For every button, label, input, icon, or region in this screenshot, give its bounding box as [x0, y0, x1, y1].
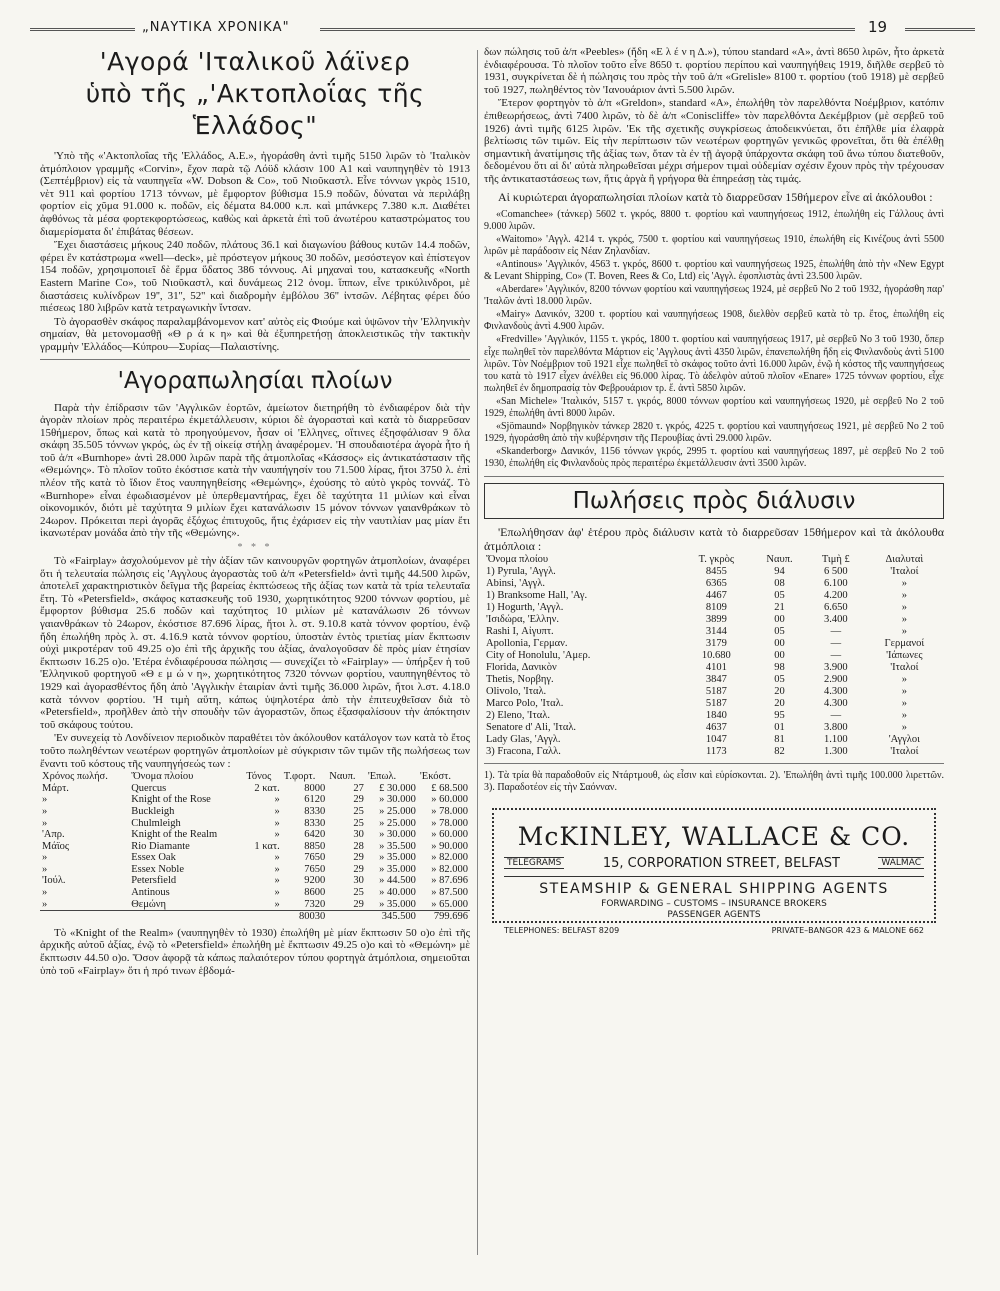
table-row: [484, 722, 944, 734]
table-cell: —: [830, 649, 842, 661]
table-cell: Lady Glas, 'Αγγλ.: [486, 733, 561, 745]
table-cell: »: [42, 805, 48, 817]
table-cell: —: [830, 637, 842, 649]
ad-address-row: [504, 856, 924, 871]
table-cell: 8330: [304, 805, 326, 817]
total-cell: 80030: [282, 911, 328, 923]
header-cell: Τ.φορτ.: [283, 771, 316, 783]
table-cell: 28: [353, 840, 364, 852]
table-cell: Quercus: [131, 782, 167, 794]
table-row: [40, 841, 470, 853]
table-cell: 'Ιταλοί: [890, 745, 919, 757]
table-cell: 'Ιούλ.: [42, 875, 66, 887]
table-cell: Apollonia, Γερμαν.: [486, 637, 568, 649]
table-cell: 2) Eleno, 'Ιταλ.: [486, 709, 550, 721]
header-cell: Χρόνος πωλήσ.: [42, 771, 108, 783]
table-cell: Essex Oak: [131, 852, 176, 864]
table-cell: 98: [774, 661, 785, 673]
table-cell: »: [42, 887, 48, 899]
table-cell: »: [42, 863, 48, 875]
table-cell: » 44.500: [379, 875, 416, 887]
table-cell: 05: [774, 589, 785, 601]
table-cell: 4.200: [824, 589, 848, 601]
table-cell: 29: [353, 852, 364, 864]
deal-item: «Skanderborg» Δανικόν, 1156 τόννων γκρός, 2995 τ. φορτίου καὶ ναυπηγήσεως 1897, μὲ σερβεῦ No 2 τοῦ 1930, ἐπωλήθη εἰς Φινλανδοὺς πρὸς περαιτέρω ἐκμετάλλευσιν ἀντὶ 3500 λιρῶν.: [484, 446, 944, 470]
table-cell: 7650: [304, 852, 326, 864]
table-cell: »: [901, 685, 907, 697]
table-cell: 94: [774, 565, 785, 577]
table-cell: 7320: [304, 898, 326, 910]
article-title-line1: 'Αγορά 'Ιταλικοῦ λάϊνερ: [99, 47, 411, 76]
table-cell: 4.300: [824, 685, 848, 697]
scrap-intro: 'Επωλήθησαν ἀφ' ἑτέρου πρὸς διάλυσιν κατὰ τὸ διαρρεῦσαν 15θήμερον καὶ τὰ ἀκόλουθα ἀτμόπλοια :: [484, 524, 944, 553]
table-cell: 00: [774, 613, 785, 625]
table-cell: 6420: [304, 829, 326, 841]
deal-item: «Fredville» 'Αγγλικόν, 1155 τ. γκρός, 1800 τ. φορτίου καὶ ναυπηγήσεως 1917, μὲ σερβεῦ No 3 τοῦ 1930, ὅπερ εἶχε πωληθεῖ τὸν παρελθόντα Μάρτιον εἰς 'Αγγλους ἀντὶ 4350 λιρῶν, ἐπανεπωλήθη ἤδη εἰς Φινλανδοὺς ἀντὶ 5100 λιρῶν. Τὸν Νοέμβριον τοῦ 1921 εἶχε πωληθεῖ τὸ σκάφος τοῦτο ἀντὶ 16.000 λιρῶν, ἐνῷ ἡ κόστος τῆς ναυπηγήσεως του κατὰ τὸ 1917 εἶχεν ἀνέλθει εἰς 96.000 λίρας. Τὸ ἀδελφὸν αὐτοῦ πλοῖον «Enare» 1725 τόννων φορτίου, εἶχε πωληθεῖ ἐν δημοπρασίᾳ τὸν Φεβρουάριον τρ. ἔ. ἀντὶ 5850 λιρῶν.: [484, 334, 944, 394]
continuation-paragraph-2: Ἕτερον φορτηγὸν τὸ ἀ/π «Greldon», standard «A», ἐπωλήθη τὸν παρελθόντα Νοέμβριον, κατόπιν ἐπιθεωρήσεως, ἀντὶ 7400 λιρῶν, τὸ δὲ ἀ/π «Coniscliffe» τὸν παρελθόντα Δεκέμβριον (μὲ σερβεῦ τοῦ 1926) ἀντὶ τιμῆς 6125 λιρῶν. 'Εκ τῆς σχετικῆς συγκρίσεως ἀποδεικνύεται, ὅτι ἐπῆλθε μία ἐλαφρὰ βελτίωσις τῶν τιμῶν. Εἰς τὴν περίπτωσιν τῶν νεωτέρων φορτηγῶν γενικῶς φρονεῖται, ὅτι θὰ ἐπέλθῃ σημαντικὴ ἀνατίμησις τῆς ἀξίας των, ὅταν τὰ ἐν τῇ ἀγορᾷ ὑπάρχοντα σκάφη τοῦ ἄνω τύπου διατεθοῦν, δεδομένου ὅτι αἱ δι' αὐτὰ πληρωθεῖσαι μέχρι σήμερον τιμαὶ οὐδεμίαν σχέσιν ἔχουν πρὸς τὴν τρέχουσαν τῆς ἀντικαταστάσεως των, ἥτις ἀργὰ ἢ γρήγορα θὰ ἐπηρεάσῃ τὰς τιμάς.: [484, 97, 944, 185]
table-cell: 30: [353, 875, 364, 887]
table-cell: 8109: [705, 601, 727, 613]
right-column: [484, 46, 944, 935]
table-cell: 29: [353, 898, 364, 910]
table-cell: 3847: [705, 673, 727, 685]
article2-paragraph-4: Τὸ «Knight of the Realm» (ναυπηγηθὲν τὸ 1930) ἐπωλήθη μὲ μίαν ἔκπτωσιν 50 ο)ο ἐπὶ τῆς ἀρχικῆς αὐτοῦ ἀξίας, ἐνῷ τὸ «Petersfield» ἐπωλήθη μὲ ἔκπτωσιν 49.25 ο)ο καὶ τὸ «Θεμώνη» μὲ ἔκπτωσιν 44.50 ο)ο. Ὅσον ἀφορᾷ τὰ κάπως παλαιότερον τύπου φορτηγὰ ἀτμόπλοια, σημειοῦται ὑπὸ τοῦ «Fairplay» ὅτι ἡ πρό τινων ἑβδομά-: [40, 926, 470, 977]
article1-paragraph-3: Τὸ ἀγορασθὲν σκάφος παραλαμβάνομενον κατ' αὐτὸς εἰς Φιούμε καὶ ὑψῶνον τὴν 'Ελληνικὴν σημαίαν, θὰ μετονομασθῇ «Θ ρ ά κ η» καὶ θὰ ἐξυπηρετήσῃ ἀποκλειστικῶς τὴν τακτικὴν γραμμὴν 'Ελλάδος—Κύπρου—Συρίας—Παλαιστίνης.: [40, 315, 470, 353]
table-cell: 95: [774, 709, 785, 721]
table-cell: » 90.000: [431, 840, 468, 852]
table-cell: 3144: [705, 625, 727, 637]
table-cell: » 30.000: [379, 829, 416, 841]
notes-rule: [484, 763, 944, 764]
table-cell: 8850: [304, 840, 326, 852]
deal-item: «Mairy» Δανικόν, 3200 τ. φορτίου καὶ ναυπηγήσεως 1908, διελθὸν σερβεῦ κατὰ τὸ τρ. ἔτος, ἐπωλήθη εἰς Φινλανδοὺς ἀντὶ 4.900 λιρῶν.: [484, 309, 944, 333]
table-cell: 'Ιάπωνες: [886, 649, 923, 661]
table-row: [40, 887, 470, 899]
table-cell: 05: [774, 673, 785, 685]
header-cell: Ὄνομα πλοίου: [486, 553, 549, 565]
column-divider: [477, 50, 478, 1255]
table-cell: »: [901, 709, 907, 721]
table-cell: 25: [353, 805, 364, 817]
table-cell: 1047: [705, 733, 727, 745]
table-cell: Rashi I, Αἰγυπτ.: [486, 625, 554, 637]
table-cell: 'Ιταλοί: [890, 661, 919, 673]
table-cell: 6 500: [824, 565, 848, 577]
table-cell: »: [274, 805, 280, 817]
table-cell: 1) Hogurth, 'Αγγλ.: [486, 601, 564, 613]
table-cell: 00: [774, 637, 785, 649]
table-cell: 1.100: [824, 733, 848, 745]
table-cell: 20: [774, 697, 785, 709]
table-cell: Θεμώνη: [131, 898, 166, 910]
table-cell: 9200: [304, 875, 326, 887]
table-row: [484, 662, 944, 674]
table-cell: Knight of the Rose: [131, 794, 211, 806]
scrap-table-header: [484, 554, 944, 566]
separator-stars: * * *: [237, 542, 273, 554]
table-cell: 81: [774, 733, 785, 745]
total-cell: [244, 911, 282, 923]
header-cell: Τ. γκρὸς: [698, 553, 735, 565]
sales-table-header: [40, 771, 470, 783]
table-row: [484, 590, 944, 602]
table-cell: 'Ιταλοί: [890, 565, 919, 577]
table-row: [40, 783, 470, 795]
total-cell: 345.500: [366, 911, 418, 923]
table-row: [484, 626, 944, 638]
table-cell: 2.900: [824, 673, 848, 685]
header-cell: 'Επωλ.: [367, 771, 397, 783]
table-cell: » 78.000: [431, 805, 468, 817]
table-cell: 7650: [304, 863, 326, 875]
table-row: [484, 698, 944, 710]
table-row: [40, 829, 470, 841]
table-row: [484, 686, 944, 698]
table-cell: » 82.000: [431, 852, 468, 864]
left-column: [40, 46, 470, 978]
deal-item: «Comanchee» (τάνκερ) 5602 τ. γκρός, 8800 τ. φορτίου καὶ ναυπηγήσεως 1912, ἐπωλήθη εἰς Γάλλους ἀντὶ 9.000 λιρῶν.: [484, 208, 944, 232]
table-cell: » 25.000: [379, 817, 416, 829]
table-cell: —: [830, 709, 842, 721]
table-cell: 8455: [705, 565, 727, 577]
table-cell: 1.300: [824, 745, 848, 757]
table-cell: Rio Diamante: [131, 840, 190, 852]
table-cell: »: [274, 898, 280, 910]
sales-table: [40, 771, 470, 923]
advertisement: [492, 808, 936, 935]
continuation-paragraph-3: Αἱ κυριώτεραι ἀγοραπωλησίαι πλοίων κατὰ τὸ διαρρεῦσαν 15θήμερον εἶνε αἱ ἀκόλουθοι :: [498, 189, 933, 204]
table-cell: Buckleigh: [131, 805, 175, 817]
deal-item: «Aberdare» 'Αγγλικόν, 8200 τόννων φορτίου καὶ ναυπηγήσεως 1924, μὲ σερβεῦ No 2 τοῦ 1932, ἠγοράσθη παρ' 'Ιταλῶν ἀντὶ 18.000 λιρῶν.: [484, 284, 944, 308]
table-cell: 8330: [304, 817, 326, 829]
table-cell: Antinous: [131, 887, 170, 899]
table-cell: 5187: [705, 697, 727, 709]
table-cell: 10.680: [701, 649, 731, 661]
table-cell: » 60.000: [431, 829, 468, 841]
table-row: [484, 614, 944, 626]
table-cell: » 78.000: [431, 817, 468, 829]
table-row: [40, 794, 470, 806]
deal-item: «Sjömaund» Νορβηγικὸν τάνκερ 2820 τ. γκρός, 4225 τ. φορτίου καὶ ναυπηγήσεως 1921, μὲ σερβεῦ No 2 τοῦ 1929, ἠγοράσθη ἀπὸ τὴν κυβέρνησιν τῆς Περουβίας ἀντὶ 29.000 λιρῶν.: [484, 421, 944, 445]
table-cell: 3179: [705, 637, 727, 649]
section-rule: [484, 476, 944, 477]
table-row: [484, 674, 944, 686]
table-cell: » 35.000: [379, 863, 416, 875]
table-cell: 3899: [705, 613, 727, 625]
table-cell: 20: [774, 685, 785, 697]
table-cell: 'Απρ.: [42, 829, 65, 841]
table-cell: 'Ισιδώρα, 'Ελλην.: [486, 613, 559, 625]
table-cell: 6.650: [824, 601, 848, 613]
table-cell: »: [901, 601, 907, 613]
table-cell: Knight of the Realm: [131, 829, 218, 841]
table-row: [40, 875, 470, 887]
table-cell: 1) Branksome Hall, 'Αγ.: [486, 589, 588, 601]
table-row: [484, 734, 944, 746]
table-cell: 4467: [705, 589, 727, 601]
table-cell: 29: [353, 794, 364, 806]
ad-services-detail: [504, 899, 924, 921]
table-cell: 29: [353, 863, 364, 875]
header-cell: Ναυπ.: [329, 771, 356, 783]
deals-list: [484, 209, 944, 471]
table-row: [484, 602, 944, 614]
table-cell: »: [274, 852, 280, 864]
table-cell: 30: [353, 829, 364, 841]
table-cell: Μάρτ.: [42, 782, 69, 794]
table-cell: »: [274, 817, 280, 829]
table-row: [40, 818, 470, 830]
table-cell: Thetis, Νορβηγ.: [486, 673, 554, 685]
table-row: [40, 864, 470, 876]
table-cell: »: [901, 673, 907, 685]
table-cell: 8000: [304, 782, 326, 794]
table-cell: Chulmleigh: [131, 817, 181, 829]
article1-paragraph-2: Ἔχει διαστάσεις μήκους 240 ποδῶν, πλάτους 36.1 καὶ διαγωνίου βάθους κυτῶν 14.4 ποδῶν, φέρει ἓν κατάστρωμα «well—deck», μὲ πρόστεγον μήκους 30 ποδῶν, μεσόστεγον καὶ ἐπίστεγον 154 ποδῶν, χρησιμοποιεῖ δὲ ἕρμα ὕδατος 386 τόννους. Αἱ μηχαναὶ του, κατασκευῆς «North Eastern Marine Co», τοῦ Νιοῦκαστλ, καὶ δυνάμεως 212 ὀνομ. ἵππων, εἶνε τρικύλινδροι, μὲ διαστάσεις κυλίνδρων 19'', 31'', 52'' καὶ διαδρομὴν ἐμβόλου 36'' ἰντσῶν. Λέβητας φέρει δύο πιέσεως 180 λιβρῶν κατὰ τετραγωνικὴν ἴντσαν.: [40, 239, 470, 315]
table-cell: 1840: [705, 709, 727, 721]
continuation-paragraph-1: δων πώλησις τοῦ ἀ/π «Peebles» (ἤδη «Ε λ έ ν η Δ.»), τύπου standard «A», ἀντὶ 8650 λιρῶν, ἦτο ἀρκετὰ ἐνδιαφέρουσα. Τὸ πλοῖον τοῦτο εἶνε 8650 τ. φορτίου περίπου καὶ ναυπηγήθεις 1919, διῆλθε σερβεῦ τὸ 1931, συγκρίνεται δὲ ἡ πώλησις του πρὸς τὴν τοῦ ἀ/π «Grelisle» 8100 τ. φορτίου (τοῦ 1918) μὲ σερβεῦ τοῦ 1927, πωληθέντος τὸν 'Ιανουάριον ἀντὶ 5.500 λιρῶν.: [484, 46, 944, 96]
table-cell: » 87.696: [431, 875, 468, 887]
ad-address: 15, CORPORATION STREET, BELFAST: [602, 855, 840, 871]
article-title-line2: ὑπὸ τῆς „'Ακτοπλοΐας τῆς Ἑλλάδος": [85, 79, 425, 140]
table-cell: »: [42, 817, 48, 829]
deal-item: «Waitomo» 'Αγγλ. 4214 τ. γκρός, 7500 τ. φορτίου καὶ ναυπηγήσεως 1910, ἐπωλήθη εἰς Κινέζους ἀντὶ 5500 λιρῶν μὲ παράδοσιν εἰς Νέαν Ζηλανδίαν.: [484, 233, 944, 257]
table-row: [484, 710, 944, 722]
article2-paragraph-2: Τὸ «Fairplay» ἀσχολούμενον μὲ τὴν ἀξίαν τῶν καινουργῶν φορτηγῶν ἀτμοπλοίων, ἀναφέρει ὅτι ἡ τελευταία πώλησις εἰς 'Αγγλους ἀγοραστὰς τοῦ ἀ/π «Petersfield» ἀντὶ τιμῆς 44.500 λιρῶν, ἀποτελεῖ χαρακτηριστικὸν δεῖγμα τῆς βαρείας ἐκπτώσεως τῆς ἀξίας των κατὰ τὰ τρία τελευταῖα ἔτη. Τὸ «Petersfield», σκάφος κατασκευῆς τοῦ 1930, χωρητικότητος 9200 τόννων φορτίου, μὲ ἔμφορτον βύθισμα 25.6 ποδῶν καὶ ταχύτητος 10 μιλίων μὲ κατανάλωσιν 26 τόννων γαιανθράκων τὸ 24ωρον, ἐκόστισε 87.696 λίρας, ἤτοι λ. στ. 9.10.8 κατὰ τόννον φορτίου, ἐνῷ ἤδη ἐπωλήθη πρὸς λ. στ. 4.16.9 κατὰ τόννον φορτίου, ὑποστὰν ἐντὸς τριετίας μίαν ἔκπτωσιν οὐχὶ μικροτέραν τοῦ 49.25 ο)ο ἐπὶ τῆς ἀρχικῆς του ἀξίας, ἀναλογοῦσαν δὲ πρὸς μίαν ἐτησίαν ἔκπτωσιν 16.25 ο)ο. 'Ετέρα ἐνδιαφέρουσα πώλησις — συνεχίζει τὸ «Fairplay» — ὑπήρξεν ἡ τοῦ 'Ελληνικοῦ φορτηγοῦ «Θ ε μ ώ ν η», χωρητικότητος 7320 τόννων φορτίου, ναυπηγηθέντος τὸ 1929 καὶ ἀγορασθέντος ἤδη ἀπὸ 'Αγγλικὴν ἑταιρίαν ἀντὶ τιμῆς 36.000 λιρῶν, ἤτοι λ.στ. 4.18.0 κατὰ τόννον φορτίου. 'Η τιμὴ αὕτη, κάπως ὑψηλοτέρα ἀπὸ τὴν ἐπιτευχθεῖσαν διὰ τὸ «Petersfield», προῆλθεν ἀπὸ τὴν σπουδὴν τῶν ἀγοραστῶν, ὅπως ἐξασφαλίσουν τὴν ἀπόκτησιν τοῦ σκάφους τούτου.: [40, 555, 470, 731]
table-row: [484, 746, 944, 758]
table-cell: 08: [774, 577, 785, 589]
table-cell: » 65.000: [431, 898, 468, 910]
header-cell: Τιμὴ £: [821, 553, 850, 565]
section-rule: [40, 359, 470, 360]
table-cell: »: [42, 794, 48, 806]
table-cell: Florida, Δανικὸν: [486, 661, 557, 673]
deal-item: «Antinous» 'Αγγλικόν, 4563 τ. γκρός, 8600 τ. φορτίου καὶ ναυπηγήσεως 1925, ἐπωλήθη ἀπὸ τὴν «New Egypt & Levant Shipping, Co» (T. Boven, Rees & Co, Ltd) εἰς 'Αγγλ. ἐφοπλιστὰς ἀντὶ 23.500 λιρῶν.: [484, 258, 944, 282]
table-cell: »: [901, 613, 907, 625]
table-cell: »: [274, 829, 280, 841]
table-cell: » 87.500: [431, 887, 468, 899]
running-header: [30, 14, 975, 44]
table-cell: 82: [774, 745, 785, 757]
scrap-table: [484, 554, 944, 758]
scrap-notes: 1). Τὰ τρία θὰ παραδοθοῦν εἰς Ντάρτμουθ, ὡς εἶσιν καὶ εὑρίσκονται. 2). 'Επωλήθη ἀντὶ τιμῆς 100.000 λιρεττῶν. 3). Παραδοτέον εἰς τὴν Σαόνναν.: [484, 769, 944, 793]
table-cell: » 25.000: [379, 805, 416, 817]
table-cell: »: [901, 697, 907, 709]
table-cell: » 60.000: [431, 794, 468, 806]
table-cell: »: [901, 721, 907, 733]
header-cell: Ναυπ.: [766, 553, 793, 565]
table-cell: 6.100: [824, 577, 848, 589]
table-row: [484, 578, 944, 590]
table-cell: 25: [353, 887, 364, 899]
ad-services-line-a: FORWARDING – CUSTOMS – INSURANCE BROKERS: [601, 898, 827, 909]
header-cell: Ὄνομα πλοίου: [131, 771, 194, 783]
table-cell: »: [274, 887, 280, 899]
ad-firm-name: McKINLEY, WALLACE & CO.: [517, 821, 911, 851]
table-cell: »: [274, 863, 280, 875]
total-cell: [129, 911, 244, 923]
table-cell: Senatore d' Ali, 'Ιταλ.: [486, 721, 577, 733]
section-title: 'Αγοραπωλησίαι πλοίων: [117, 367, 393, 394]
table-cell: 4101: [705, 661, 727, 673]
table-cell: 27: [353, 782, 364, 794]
table-cell: » 40.000: [379, 887, 416, 899]
table-cell: 3.900: [824, 661, 848, 673]
table-cell: 4.300: [824, 697, 848, 709]
table-cell: Marco Polo, 'Ιταλ.: [486, 697, 564, 709]
table-cell: 25: [353, 817, 364, 829]
table-cell: » 82.000: [431, 863, 468, 875]
deal-item: «San Michele» 'Ιταλικόν, 5157 τ. γκρός, 8000 τόννων φορτίου καὶ ναυπηγήσεως 1920, μὲ σερβεῦ No 2 τοῦ 1929, ἐπωλήθη ἀντὶ 8000 λιρῶν.: [484, 395, 944, 420]
table-total-row: [40, 911, 470, 923]
table-cell: 1) Pyrula, 'Αγγλ.: [486, 565, 556, 577]
table-row: [484, 566, 944, 578]
ad-telephone-belfast: TELEPHONES: BELFAST 8209: [504, 925, 620, 935]
table-cell: Olivolo, 'Ιταλ.: [486, 685, 547, 697]
table-cell: 00: [774, 649, 785, 661]
publication-name: „ΝΑΥΤΙΚΑ ΧΡΟΝΙΚΑ": [142, 20, 290, 35]
table-cell: 3.800: [824, 721, 848, 733]
table-cell: 21: [774, 601, 785, 613]
article1-paragraph-1: 'Υπὸ τῆς «'Ακτοπλοΐας τῆς 'Ελλάδος, Α.Ε.», ἠγοράσθη ἀντὶ τιμῆς 5150 λιρῶν τὸ 'Ιταλικὸν ἀτμόπλοιον γραμμῆς «Corvin», ἔχον παρὰ τῷ Λόϋδ κλάσιν 100 A1 καὶ ναυπηγηθὲν τὸ 1913 (Σεπτέμβριον) εἰς τὰ ναυπηγεῖα «W. Dobson & Co», τοῦ Νιοῦκαστλ. Εἶνε τόννων γκρὸς 1510, νὲτ 911 καὶ φορτίου 1713 τόννων, μὲ ἔμφορτον βύθισμα 15.9 ποδῶν, δύναται νὰ περιλάβῃ φορτίον εἰς χῦμα 91.000 κ. ποδῶν, εἰς δέματα 84.000 κ.π. καὶ μπάνκερς 7.380 κ.π. Διαθέτει ἀφθόνως τὰ μέσα φορτεκφορτώσεως, καθὼς καὶ ἀρκετὰ ἐπὶ τοῦ ἀνωτέρου καταστρώματος του διαμερίσματα δι' ἐπιβάτας θέσεων.: [40, 150, 470, 238]
total-cell: [40, 911, 129, 923]
table-cell: 01: [774, 721, 785, 733]
table-cell: 6120: [304, 794, 326, 806]
table-cell: 1173: [706, 745, 727, 757]
ad-telephone-private: PRIVATE–BANGOR 423 & MALONE 662: [771, 925, 924, 935]
table-row: [484, 638, 944, 650]
table-cell: 'Αγγλοι: [888, 733, 920, 745]
table-cell: Abinsi, 'Αγγλ.: [486, 577, 546, 589]
total-cell: [327, 911, 366, 923]
table-cell: Essex Noble: [131, 863, 184, 875]
table-cell: 1 κατ.: [254, 840, 280, 852]
total-cell: 799.696: [418, 911, 470, 923]
table-cell: »: [901, 589, 907, 601]
table-cell: 3.400: [824, 613, 848, 625]
table-cell: 5187: [705, 685, 727, 697]
table-cell: » 35.000: [379, 852, 416, 864]
table-cell: Μάϊος: [42, 840, 70, 852]
table-cell: 6365: [705, 577, 727, 589]
table-cell: »: [901, 577, 907, 589]
article2-paragraph-3: 'Εν συνεχείᾳ τὸ Λονδίνειον περιοδικὸν παραθέτει τὸν ἀκόλουθον κατάλογον των κατὰ τὸ ἔτος τοῦτο πωληθέντων νεωτέρων φορτηγῶν ἀτμοπλοίων μὲ σύγκρισιν τῶν τιμῶν τῆς πωλήσεως των ἔναντι τοῦ κόστους τῆς ναυπηγήσεώς των :: [40, 732, 470, 770]
article2-paragraph-1: Παρὰ τὴν ἐπίδρασιν τῶν 'Αγγλικῶν ἑορτῶν, ἀμείωτον διετηρήθη τὸ ἐνδιαφέρον διὰ τὴν ἀγορὰν πλοίων πρὸς περαιτέρω ἐκμετάλλευσιν, κύριοι δὲ ἀγορασταὶ καὶ κατὰ τὸ διαρρεῦσαν 15θήμερον, ὅπως καὶ κατὰ τὸ προηγούμενον, ἦσαν οἱ 'Ελληνες, οἵτινες ἐξησφάλισαν 9 ὅλα σκάφη 35.505 τόννων γκρός, ὡς ἐν τῇ οἰκείᾳ στήλῃ ἀναφέρομεν. 'Η σπουδαιοτέρα ἀγορὰ ἦτο ἡ τοῦ ἀ/π «Burnhope» ἀντὶ 28.000 λιρῶν παρὰ τῆς ἀτμοπλοΐας «Κάσσος» εἰς ἀντικατάστασιν τῆς «Θεμώνης». Τὸ πλοῖον τοῦτο ἐκόστισε κατὰ τὴν ναυπήγησίν του 71.500 λίρας, ἤτοι 3750 λ. ἐπὶ πλέον τῆς κατὰ τὸ ἴδιον ἔτος ναυπηγηθείσης «Θεμώνης», ἐχούσης τὸ αὐτὸ γκρὸς τοννάζ. Τὸ «Burnhope» εἶναι ἐφωδιασμένον μὲ ὑπερθεμαντήρας, ἔχει δὲ ταχύτητα 11 μιλίων καὶ εἶναι οἰκονομικόν, διότι μὲ ταχύτητα 9 μιλίων ἔχει κατανάλωσιν 15 μόνον τόννων γαιανθράκων τὸ 24ωρον. Πρόκειται περὶ ἀγορᾶς ἐξόχως ἐπιτυχοῦς, ἥτις ἐχάρισεν εἰς τὴν ναυτιλίαν μας μίαν ἔτι ἱκανωτέραν μονάδα ἀπὸ τὴν τῆς «Θεμώνης».: [40, 401, 470, 540]
header-cell: Διαλυταὶ: [885, 553, 924, 565]
table-cell: 05: [774, 625, 785, 637]
table-cell: £ 68.500: [431, 782, 468, 794]
ad-telegrams-label: TELEGRAMS: [504, 857, 564, 869]
table-cell: City of Honolulu, 'Αμερ.: [486, 649, 591, 661]
table-cell: Petersfield: [131, 875, 177, 887]
table-cell: »: [274, 875, 280, 887]
header-rule-middle: [320, 28, 855, 31]
header-cell: Τόνος: [246, 771, 272, 783]
table-cell: 4637: [705, 721, 727, 733]
table-cell: 2 κατ.: [254, 782, 280, 794]
page-number: 19: [868, 18, 888, 36]
table-cell: Γερμανοί: [884, 637, 925, 649]
table-cell: £ 30.000: [379, 782, 416, 794]
scrap-sales-title: Πωλήσεις πρὸς διάλυσιν: [484, 483, 944, 519]
ad-telephones: [504, 926, 924, 935]
table-row: [40, 852, 470, 864]
table-row: [40, 899, 470, 911]
table-cell: 3) Fracona, Γαλλ.: [486, 745, 561, 757]
ad-telegram-code: WALMAC: [878, 857, 924, 869]
table-cell: »: [901, 625, 907, 637]
table-row: [484, 650, 944, 662]
table-row: [40, 806, 470, 818]
table-cell: »: [42, 852, 48, 864]
table-cell: 8600: [304, 887, 326, 899]
ad-services: STEAMSHIP & GENERAL SHIPPING AGENTS: [504, 876, 924, 897]
table-cell: » 30.000: [379, 794, 416, 806]
ad-services-line-b: PASSENGER AGENTS: [667, 909, 761, 920]
header-rule-left: [30, 28, 135, 31]
header-rule-right: [905, 28, 975, 31]
header-cell: 'Εκόστ.: [419, 771, 452, 783]
table-cell: »: [274, 794, 280, 806]
table-cell: —: [830, 625, 842, 637]
table-cell: » 35.000: [379, 898, 416, 910]
table-cell: » 35.500: [379, 840, 416, 852]
table-cell: »: [42, 898, 48, 910]
